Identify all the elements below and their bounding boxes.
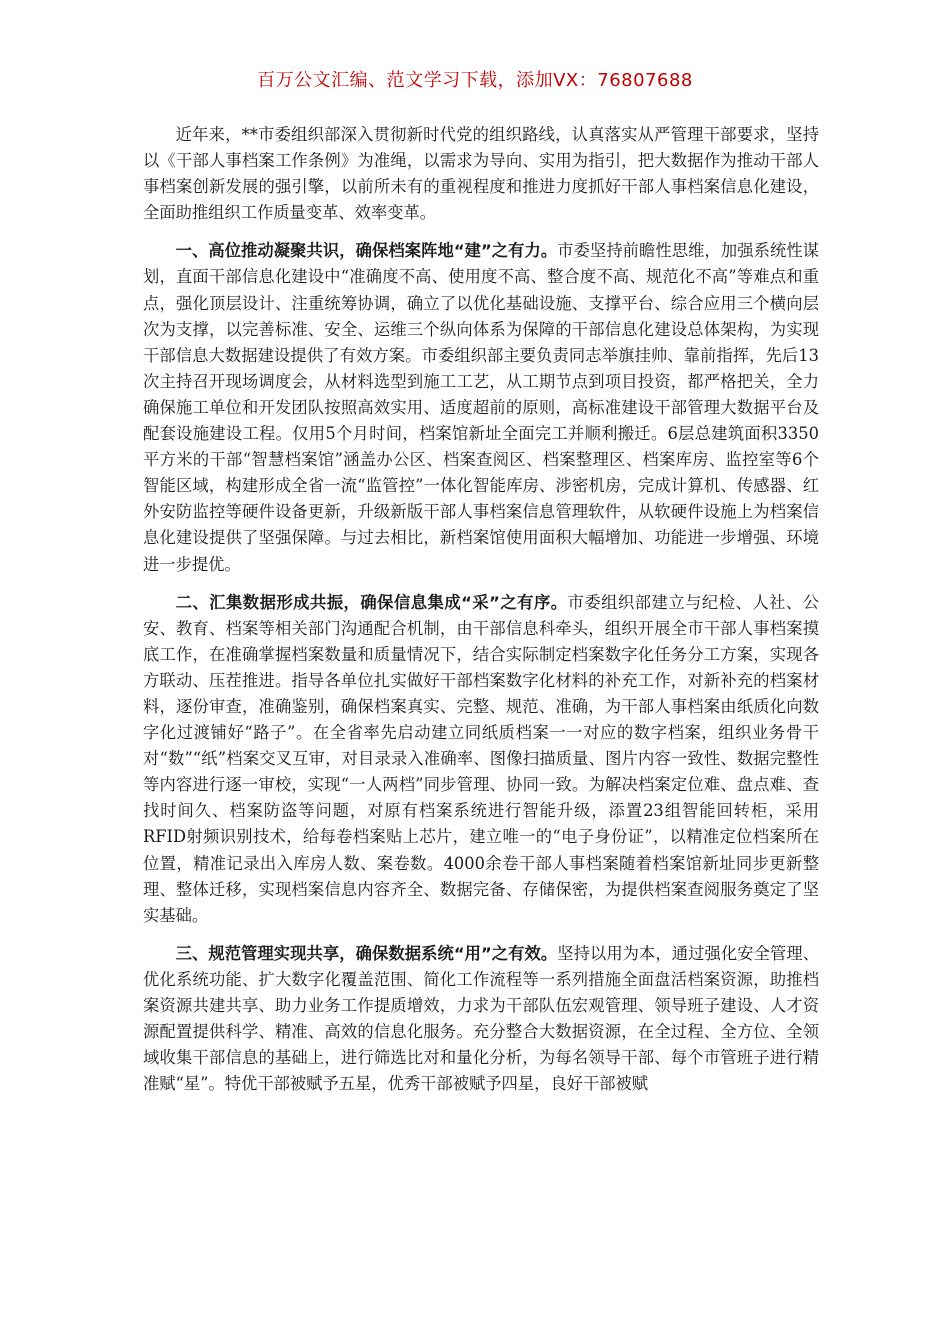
section-heading: 三、规范管理实现共享，确保数据系统“用”之有效。 — [175, 943, 558, 963]
paragraph-text: 市委坚持前瞻性思维，加强系统性谋划，直面干部信息化建设中“准确度不高、使用度不高、整合度不高、规范化不高”等难点和重点，强化顶层设计、注重统筹协调，确立了以优化基础设施、支撑平台、综合应用三个横向层次为支撑，以完善标准、安全、运维三个纵向体系为保障的干部信息化建设总体架构，为实现干部信息大数据建设提供了有效方案。市委组织部主要负责同志举旗挂帅、靠前指挥，先后13次主持召开现场调度会，从材料选型到施工工艺，从工期节点到项目投资，都严格把关，全力确保施工单位和开发团队按照高效实用、适度超前的原则，高标准建设干部管理大数据平台及配套设施建设工程。仅用5个月时间，档案馆新址全面完工并顺利搬迁。6层总建筑面积3350平方米的干部“智慧档案馆”涵盖办公区、档案查阅区、档案整理区、档案库房、监控室等6个智能区域，构建形成全省一流“监管控”一体化智能库房、涉密机房，完成计算机、传感器、红外安防监控等硬件设备更新，升级新版干部人事档案信息管理软件，从软硬件设施上为档案信息化建设提供了坚强保障。与过去相比，新档案馆使用面积大幅增加、功能进一步增强、环境进一步提优。 — [143, 241, 819, 574]
paragraph-text: 市委组织部建立与纪检、人社、公安、教育、档案等相关部门沟通配合机制，由干部信息科牵头，组织开展全市干部人事档案摸底工作，在准确掌握档案数量和质量情况下，结合实际制定档案数字化任务分工方案，实现各方联动、压茬推进。指导各单位扎实做好干部档案数字化材料的补充工作，对新补充的档案材料，逐份审查，准确鉴别，确保档案真实、完整、规范、准确，为干部人事档案由纸质化向数字化过渡铺好“路子”。在全省率先启动建立同纸质档案一一对应的数字档案，组织业务骨干对“数”“纸”档案交叉互审，对目录录入准确率、图像扫描质量、图片内容一致性、数据完整性等内容进行逐一审校，实现“一人两档”同步管理、协同一致。为解决档案定位难、盘点难、查找时间久、档案防盗等问题，对原有档案系统进行智能升级，添置23组智能回转柜，采用RFID射频识别技术，给每卷档案贴上芯片，建立唯一的“电子身份证”，以精准定位档案所在位置，精准记录出入库房人数、案卷数。4000余卷干部人事档案随着档案馆新址同步更新整理、整体迁移，实现档案信息内容齐全、数据完备、存储保密，为提供档案查阅服务奠定了坚实基础。 — [143, 592, 819, 925]
header-banner: 百万公文汇编、范文学习下载，添加VX：76807688 — [257, 70, 693, 91]
paragraph-text: 近年来，**市委组织部深入贯彻新时代党的组织路线，认真落实从严管理干部要求，坚持以《干部人事档案工作条例》为准绳，以需求为导向、实用为指引，把大数据作为推动干部人事档案创新发展的强引擎，以前所未有的重视程度和推进力度抓好干部人事档案信息化建设，全面助推组织工作质量变革、效率变革。 — [143, 125, 819, 223]
paragraph-section-2 — [143, 590, 819, 929]
document-body — [143, 122, 819, 1109]
section-heading: 二、汇集数据形成共振，确保信息集成“采”之有序。 — [175, 592, 568, 612]
paragraph-section-3 — [143, 941, 819, 1098]
paragraph-intro — [143, 122, 819, 226]
paragraph-text: 坚持以用为本，通过强化安全管理、优化系统功能、扩大数字化覆盖范围、简化工作流程等一系列措施全面盘活档案资源，助推档案资源共建共享、助力业务工作提质增效，力求为干部队伍宏观管理、领导班子建设、人才资源配置提供科学、精准、高效的信息化服务。充分整合大数据资源，在全过程、全方位、全领域收集干部信息的基础上，进行筛选比对和量化分析，为每名领导干部、每个市管班子进行精准赋“星”。特优干部被赋予五星，优秀干部被赋予四星，良好干部被赋 — [143, 943, 819, 1094]
section-heading: 一、高位推动凝聚共识，确保档案阵地“建”之有力。 — [175, 241, 558, 261]
paragraph-section-1 — [143, 238, 819, 577]
